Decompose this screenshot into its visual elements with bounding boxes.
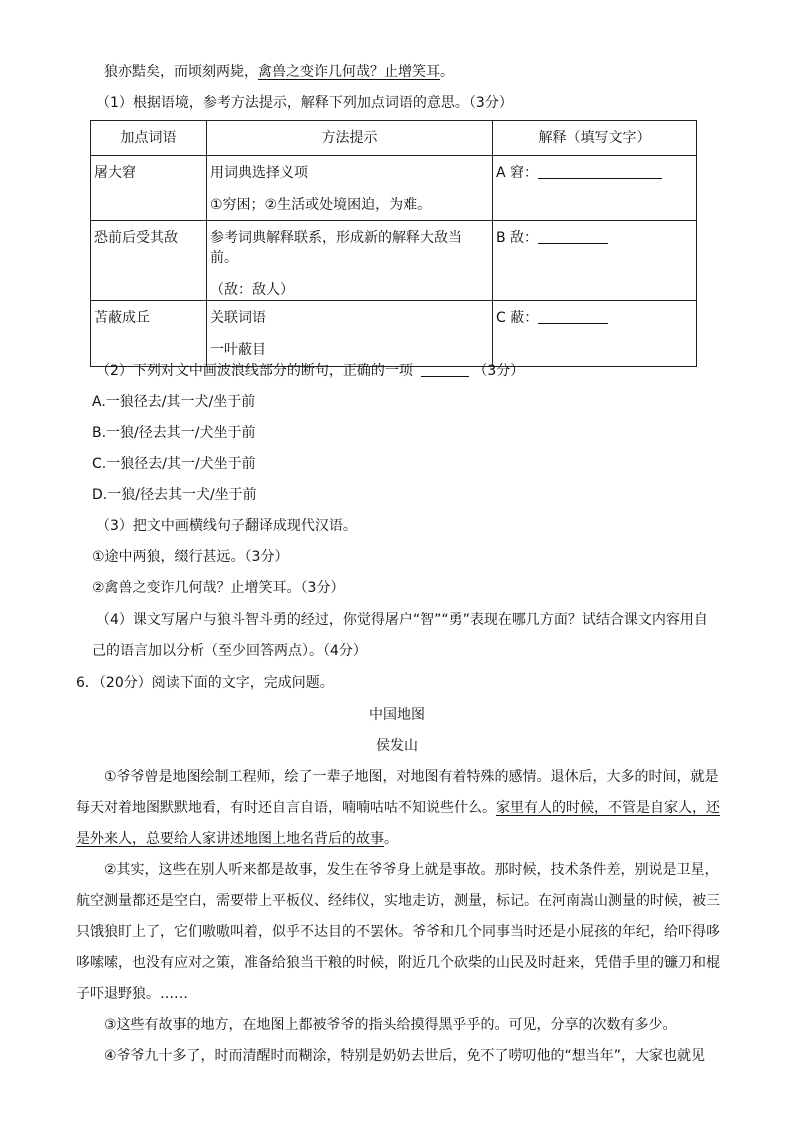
q3-item-1: ①途中两狼，缀行甚远。（3分） (92, 549, 289, 565)
table-row (91, 221, 697, 301)
answer-label: C 蔽： (496, 310, 539, 326)
answer-cell (496, 228, 693, 248)
paragraph-2-line: 只饿狼盯上了，它们嗷嗷叫着，似乎不达目的不罢休。爷爷和几个同事当时还是小屁孩的年纪，给吓得哆 (76, 924, 720, 940)
table-cell-hint: （敌：敌人） (210, 282, 294, 298)
option-b: B.一狼/径去其一/犬坐于前 (92, 425, 256, 441)
paragraph-3: ③这些有故事的地方，在地图上都被爷爷的指头给摸得黑乎乎的。可见，分享的次数有多少。 (104, 1017, 677, 1033)
paragraph-4-line: ④爷爷九十多了，时而清醒时而糊涂，特别是奶奶去世后，免不了唠叨他的“想当年”，大家也就见 (104, 1048, 706, 1064)
q3-item-2: ②禽兽之变诈几何哉？止增笑耳。（3分） (92, 580, 345, 596)
table-cell-hint: 一叶蔽目 (210, 342, 266, 358)
q6-header: 6．（20分）阅读下面的文字，完成问题。 (76, 675, 334, 691)
paragraph-1-line (76, 829, 398, 849)
underlined-sentence: 家里有人的时候，不管是自家人，还 (496, 800, 720, 816)
table-cell-word: 恐前后受其敌 (94, 230, 178, 246)
answer-cell (496, 308, 693, 328)
paragraph-2-line: ②其实，这些在别人听来都是故事，发生在爷爷身上就是事故。那时候，技术条件差，别说是卫星， (104, 862, 719, 878)
q4-line-2: 己的语言加以分析（至少回答两点）。（4分） (92, 643, 367, 659)
intro-underlined-text: 禽兽之变诈几何哉？止增笑耳 (258, 64, 440, 80)
table-header: 方法提示 (207, 121, 493, 156)
table-row (91, 156, 697, 221)
option-a: A.一狼径去/其一犬/坐于前 (92, 394, 256, 410)
q2-prompt-text: （2）下列对文中画波浪线部分的断句，正确的一项 (96, 363, 413, 379)
option-d: D.一狼/径去其一犬/坐于前 (92, 487, 257, 503)
table-header: 解释（填写文字） (493, 121, 697, 156)
table-header-row (91, 121, 697, 156)
intro-period: 。 (440, 64, 454, 80)
table-header: 加点词语 (91, 121, 207, 156)
q4-line-1: （4）课文写屠户与狼斗智斗勇的经过，你觉得屠户“智”“勇”表现在哪几方面？试结合课文内容用自 (96, 612, 708, 628)
q2-prompt (96, 361, 524, 381)
paragraph-1-line: ①爷爷曾是地图绘制工程师，绘了一辈子地图，对地图有着特殊的感情。退休后，大多的时间，就是 (104, 769, 719, 785)
table-row (91, 301, 697, 367)
paragraph-2-line: 子吓退野狼。…… (76, 986, 188, 1002)
paragraph-1-line (76, 798, 720, 818)
vocab-table (90, 120, 697, 367)
intro-text: 狼亦黠矣，而顷刻两毙， (104, 64, 258, 80)
answer-blank[interactable] (538, 229, 608, 244)
q2-answer-blank[interactable] (421, 362, 469, 377)
paragraph-2-line: 航空测量都还是空白，需要带上平板仪、经纬仪，实地走访，测量，标记。在河南嵩山测量的时候，被三 (76, 893, 720, 909)
q3-prompt: （3）把文中画横线句子翻译成现代汉语。 (96, 518, 357, 534)
option-c: C.一狼径去/其一/犬坐于前 (92, 456, 256, 472)
table-cell-hint: 参考词典解释联系，形成新的解释大敌当前。 (210, 230, 462, 266)
table-cell-word: 屠大窘 (94, 165, 136, 181)
q2-score: （3分） (473, 363, 525, 379)
table-cell-hint: 关联词语 (210, 310, 266, 326)
table-cell-hint: 用词典选择义项 (210, 165, 308, 181)
passage-title: 中国地图 (369, 707, 425, 723)
answer-cell (496, 163, 693, 183)
table-cell-word: 苫蔽成丘 (94, 310, 150, 326)
answer-label: B 敌： (496, 230, 539, 246)
paragraph-2-line: 哆嗦嗦，也没有应对之策，准备给狼当干粮的时候，附近几个砍柴的山民及时赶来，凭借手里的镰刀和棍 (76, 955, 720, 971)
answer-label: A 窘： (496, 165, 539, 181)
answer-blank[interactable] (538, 309, 608, 324)
answer-blank[interactable] (538, 164, 662, 179)
paragraph-text: 每天对着地图默默地看，有时还自言自语，喃喃咕咕不知说些什么。 (76, 800, 496, 816)
table-cell-hint: ①穷困；②生活或处境困迫，为难。 (210, 197, 432, 213)
passage-author: 侯发山 (376, 738, 418, 754)
intro-line (104, 62, 454, 82)
q1-prompt: （1）根据语境，参考方法提示，解释下列加点词语的意思。（3分） (96, 95, 513, 111)
paragraph-text: 。 (384, 831, 398, 847)
underlined-sentence: 是外来人，总要给人家讲述地图上地名背后的故事 (76, 831, 384, 847)
